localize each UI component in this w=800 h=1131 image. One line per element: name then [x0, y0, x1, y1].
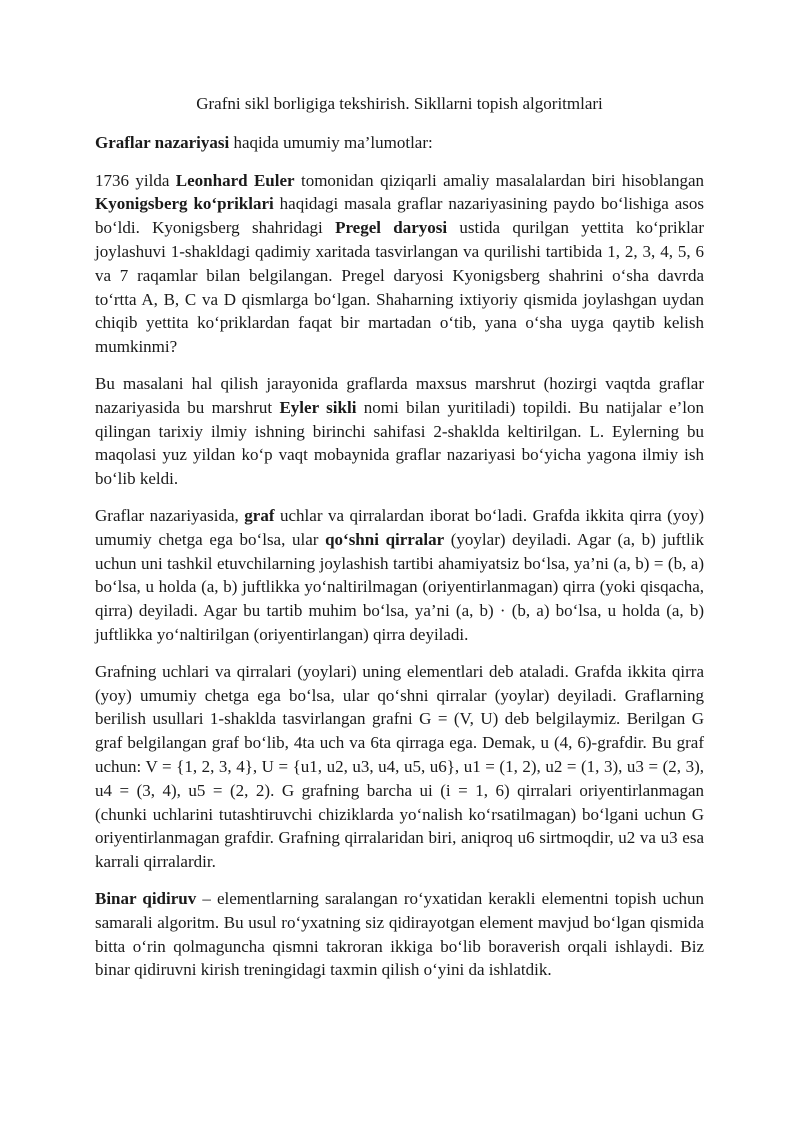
- text-run: Graflar nazariyasida,: [95, 505, 245, 525]
- text-run: tomonidan qiziqarli amaliy masalalardan biri hisoblangan: [294, 170, 704, 190]
- bold-term-adjacent-edges: qo‘shni qirralar: [325, 529, 445, 549]
- text-run: uchlar va qirralardan iborat bo‘ladi. Grafda ikkita qirra (yoy) umumiy chetga ega bo‘lsa, ular: [95, 505, 704, 549]
- text-run: Bu masalani hal qilish jarayonida graflarda maxsus marshrut (hozirgi vaqtda graflar nazariyasida bu marshrut: [95, 373, 704, 417]
- heading-bold-term: Graflar nazariyasi: [95, 132, 230, 152]
- text-run: haqidagi masala graflar nazariyasining paydo bo‘lishiga asos bo‘ldi. Kyonigsberg shahridagi: [95, 194, 704, 238]
- bold-term-leonhard-euler: Leonhard Euler: [175, 170, 295, 190]
- heading-text: haqida umumiy ma’lumotlar:: [229, 132, 433, 152]
- bold-term-kyonigsberg-bridges: Kyonigsberg ko‘priklari: [95, 194, 274, 214]
- section-heading: [95, 131, 704, 155]
- text-run: Grafning uchlari va qirralari (yoylari) uning elementlari deb ataladi. Grafda ikkita qirra (yoy) umumiy chetga ega bo‘lsa, ular qo‘shni qirralar (yoylar) deyiladi. Graflarning berilish usullari 1-shaklda tasvirlangan grafni G = (V, U) deb belgilaymiz. Berilgan G graf belgilangan graf bo‘lib, 4ta uch va 6ta qirraga ega. Demak, u (4, 6)-grafdir. Bu graf uchun: V = {1, 2, 3, 4}, U = {u1, u2, u3, u4, u5, u6}, u1 = (1, 2), u2 = (1, 3), u3 = (2, 3), u4 = (3, 4), u5 = (2, 2). G grafning barcha ui (i = 1, 6) qirralari oriyentirlanmagan (chunki uchlarini tutashtiruvchi chiziklarda yo‘nalish ko‘rsatilmagan) bo‘lgani uchun G oriyentirlanmagan grafdir. Grafning qirralaridan biri, aniqroq u6 sirtmoqdir, u2 va u3 esa karrali qirralardir.: [95, 661, 704, 872]
- paragraph-euler-history: [95, 169, 704, 359]
- paragraph-euler-cycle: [95, 372, 704, 491]
- paragraph-graph-elements: [95, 660, 704, 874]
- text-run: 1736 yilda: [95, 170, 176, 190]
- paragraph-graph-definition: [95, 504, 704, 647]
- text-run: nomi bilan yuritiladi) topildi. Bu natijalar e’lon qilingan tarixiy ilmiy ishning birinchi sahifasi 2-shaklda keltirilgan. L. Eylerning bu maqolasi yuz yildan ko‘p vaqt mobaynida graflar nazariyasi bo‘yicha yagona ilmiy ish bo‘lib keldi.: [95, 397, 704, 489]
- bold-term-binary-search: Binar qidiruv: [95, 888, 197, 908]
- page-title: Grafni sikl borligiga tekshirish. Sikllarni topish algoritmlari: [196, 94, 603, 113]
- bold-term-pregel-river: Pregel daryosi: [335, 218, 448, 238]
- paragraph-binary-search: [95, 887, 704, 982]
- text-run: ustida qurilgan yettita ko‘priklar joylashuvi 1-shakldagi qadimiy xaritada tasvirlangan va qurilishi tartibida 1, 2, 3, 4, 5, 6 va 7 raqamlar bilan belgilangan. Pregel daryosi Kyonigsberg shahrini o‘sha davrda to‘rtta A, B, C va D qismlarga bo‘lgan. Shaharning ixtiyoriy qismida joylashgan uydan chiqib yettita ko‘priklardan faqat bir martadan o‘tib, yana o‘sha uyga qaytib kelish mumkinmi?: [95, 218, 705, 357]
- text-run: – elementlarning saralangan ro‘yxatidan kerakli elementni topish uchun samarali algoritm. Bu usul ro‘yxatning siz qidirayotgan element mavjud bo‘lgan qismida bitta o‘rin qolmaguncha qismni takroran ikkiga bo‘lib boraverish orqali ishlaydi. Biz binar qidiruvni kirish treningidagi taxmin qilish o‘yini da ishlatdik.: [95, 888, 704, 980]
- bold-term-euler-cycle: Eyler sikli: [279, 397, 357, 417]
- bold-term-graph: graf: [244, 505, 275, 525]
- text-run: (yoylar) deyiladi. Agar (a, b) juftlik uchun uni tashkil etuvchilarning joylashish tartibi ahamiyatsiz bo‘lsa, ya’ni (a, b) = (b, a) bo‘lsa, u holda (a, b) juftlikka yo‘naltirilmagan (oriyentirlanmagan) qirra (yoki qisqacha, qirra) deyiladi. Agar bu tartib muhim bo‘lsa, ya’ni (a, b) · (b, a) bo‘lsa, u holda (a, b) juftlikka yo‘naltirilgan (oriyentirlangan) qirra deyiladi.: [95, 529, 704, 644]
